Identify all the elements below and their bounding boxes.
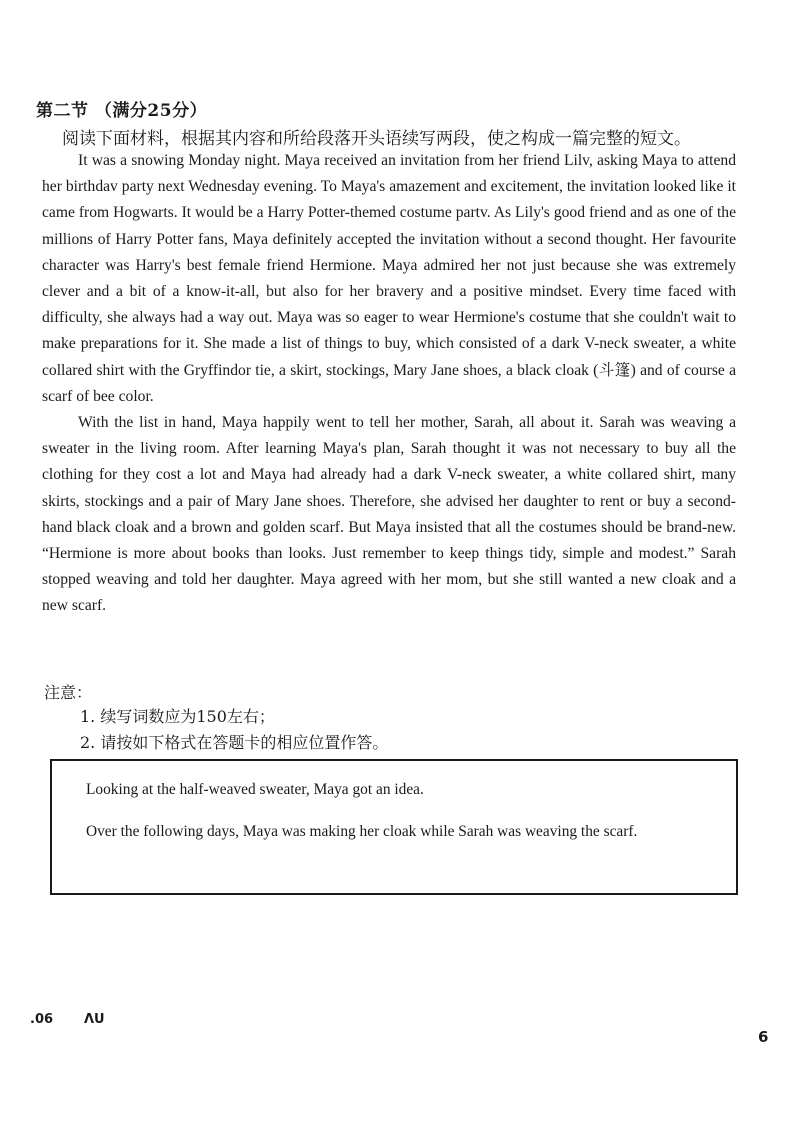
page-number: 6 xyxy=(758,1028,769,1046)
task-instruction: 阅读下面材料，根据其内容和所给段落开头语续写两段，使之构成一篇完整的短文。 xyxy=(62,129,691,149)
note-item-2: 2. 请按如下格式在答题卡的相应位置作答。 xyxy=(80,733,389,752)
paragraph-opening-1: Looking at the half-weaved sweater, Maya got an idea. xyxy=(86,781,424,798)
notes-label: 注意： xyxy=(44,683,93,702)
answer-format-box xyxy=(50,759,738,895)
section-title: 第二节 （满分25分） xyxy=(36,101,208,121)
passage-paragraph-1: It was a snowing Monday night. Maya received an invitation from her friend Lilv, asking Maya to attend her birthdav party next Wednesday evening. To Maya's amazement and excitement, the invitation looked like it came from Hogwarts. It would be a Harry Potter-themed costume partv. As Lily's good friend and as one of the millions of Harry Potter fans, Maya definitely accepted the invitation without a second thought. Her favourite character was Harry's best female friend Hermione. Maya admired her not just because she was extremely clever and a bit of a know-it-all, but also for her bravery and a positive mindset. Every time faced with difficulty, she always had a way out. Maya was so eager to wear Hermione's costume that she couldn't wait to make preparations for it. She made a list of things to buy, which consisted of a dark V-neck sweater, a white collared shirt with the Gryffindor tie, a skirt, stockings, Mary Jane shoes, a black cloak (斗篷) and of course a scarf of bee color. xyxy=(42,152,736,405)
passage-paragraph-2: With the list in hand, Maya happily went to tell her mother, Sarah, all about it. Sarah was weaving a sweater in the living room. After learning Maya's plan, Sarah thought it was not necessary to buy all the clothing for they cost a lot and Maya had already had a dark V-neck sweater, a white collared shirt, many skirts, stockings and a pair of Mary Jane shoes. Therefore, she advised her daughter to rent or buy a second-hand black cloak and a brown and golden scarf. But Maya insisted that all the costumes should be brand-new. “Hermione is more about books than looks. Just remember to keep things tidy, simple and modest.” Sarah stopped weaving and told her daughter. Maya agreed with her mom, but she still wanted a new cloak and a new scarf. xyxy=(42,414,736,615)
paragraph-opening-2: Over the following days, Maya was making her cloak while Sarah was weaving the scarf. xyxy=(86,823,638,840)
reading-passage xyxy=(42,148,736,620)
notes-list xyxy=(80,704,388,756)
page-mark-left-2: ΛU xyxy=(84,1012,105,1027)
note-item-1: 1. 续写词数应为150左右； xyxy=(80,707,275,726)
page-mark-left-1: .06 xyxy=(30,1012,54,1027)
